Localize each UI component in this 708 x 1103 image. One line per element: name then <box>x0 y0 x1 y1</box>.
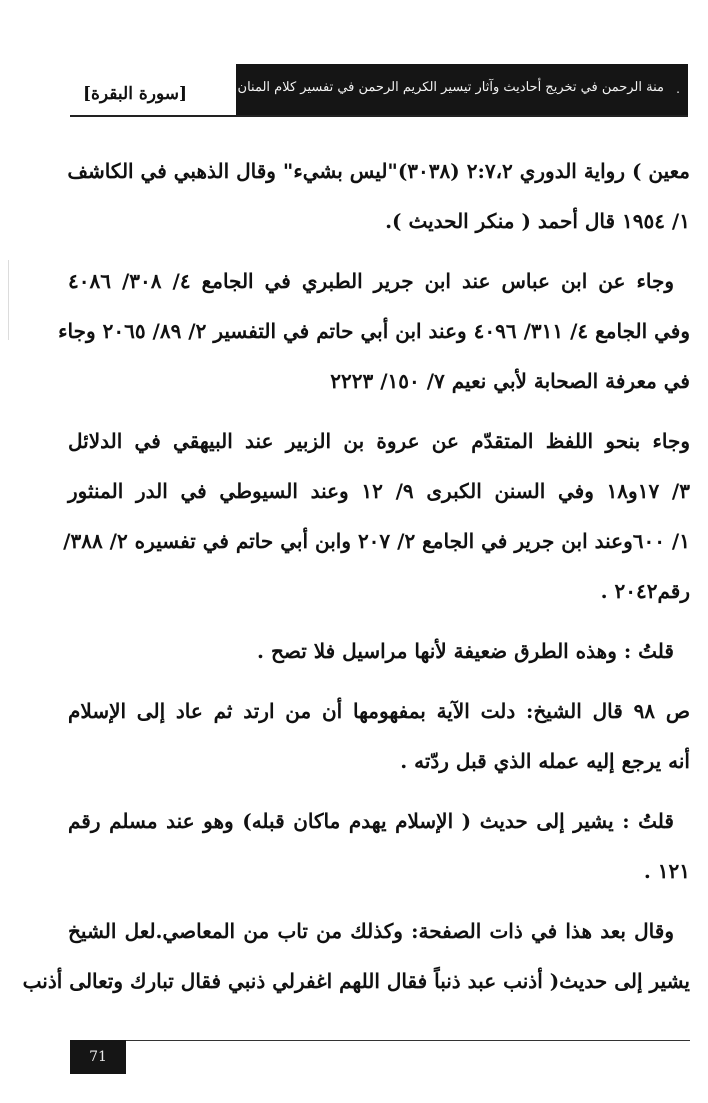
text-line: ١/ ٦٠٠وعند ابن جرير في الجامع ٢/ ٢٠٧ وابن أبي حاتم في تفسيره ٢/ ٣٨٨/ <box>63 529 690 553</box>
running-header <box>236 64 688 116</box>
text-line: وجاء بنحو اللفظ المتقدّم عن عروة بن الزبير عند البيهقي في الدلائل <box>68 429 690 453</box>
header-dot: . <box>676 82 680 96</box>
text-line: ١٢١ . <box>643 859 690 883</box>
paragraph-2 <box>58 256 690 406</box>
paragraph-5 <box>68 686 690 786</box>
paragraph-7 <box>22 906 690 1006</box>
text-line: وجاء عن ابن عباس عند ابن جرير الطبري في الجامع ٤/ ۳۰۸/ ٤۰۸٦ <box>68 269 674 293</box>
page-body <box>22 146 690 1016</box>
book-title: منة الرحمن في تخريج أحاديث وآثار تيسير الكريم الرحمن في تفسير كلام المنان <box>237 80 664 95</box>
text-line: قلتُ : يشير إلى حديث ( الإسلام يهدم ماكان قبله) وهو عند مسلم رقم <box>68 809 674 833</box>
text-line: ١/ ١٩٥٤ قال أحمد ( منكر الحديث ). <box>385 209 690 233</box>
footer-rule <box>70 1040 690 1041</box>
paragraph-4 <box>68 626 690 676</box>
text-line: قلتُ : وهذه الطرق ضعيفة لأنها مراسيل فلا تصح . <box>257 639 674 663</box>
text-line: رقم٢٠٤٢ . <box>600 579 690 603</box>
page-crease <box>8 260 9 340</box>
header-rule <box>70 115 688 117</box>
text-line: في معرفة الصحابة لأبي نعيم ٧/ ١٥٠/ ٢٢٢٣ <box>330 369 690 393</box>
text-line: ص ٩٨ قال الشيخ: دلت الآية بمفهومها أن من ارتد ثم عاد إلى الإسلام <box>68 699 690 723</box>
text-line: وفي الجامع ٤/ ۳۱۱/ ٤۰۹٦ وعند ابن أبي حاتم في التفسير ٢/ ٨٩/ ٢٠٦٥ وجاء <box>58 319 690 343</box>
page-number: 71 <box>70 1040 126 1074</box>
paragraph-1 <box>68 146 690 246</box>
surah-label: [سورة البقرة] <box>82 84 188 104</box>
text-line: أنه يرجع إليه عمله الذي قبل ردّته . <box>400 749 690 773</box>
text-line: يشير إلى حديث( أذنب عبد ذنباً فقال اللهم اغفرلي ذنبي فقال تبارك وتعالى أذنب <box>22 969 690 993</box>
text-line: وقال بعد هذا في ذات الصفحة: وكذلك من تاب من المعاصي.لعل الشيخ <box>68 919 674 943</box>
text-line: ٣/ ١٧و١٨ وفي السنن الكبرى ٩/ ١٢ وعند السيوطي في الدر المنثور <box>68 479 690 503</box>
paragraph-6 <box>68 796 690 896</box>
text-line: معين ) رواية الدوري ۲:۷،۲ (۳۰۳۸)"ليس بشيء" وقال الذهبي في الكاشف <box>67 159 690 183</box>
paragraph-3 <box>63 416 690 616</box>
